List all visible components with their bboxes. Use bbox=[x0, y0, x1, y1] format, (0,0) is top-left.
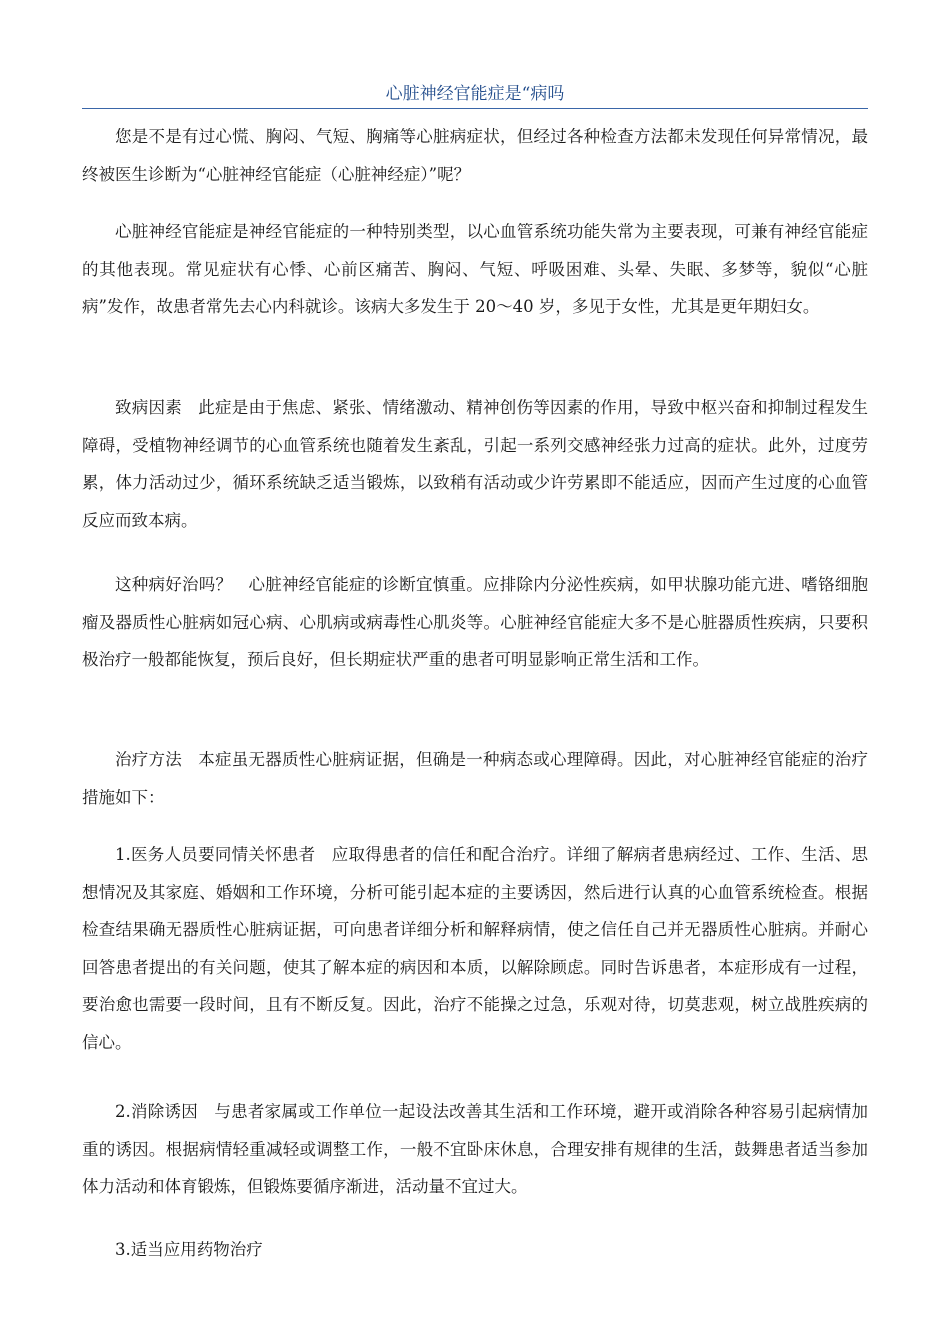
paragraph-intro bbox=[82, 118, 868, 193]
paragraph-item-3 bbox=[82, 1231, 868, 1269]
paragraph-text: 本症虽无器质性心脏病证据，但确是一种病态或心理障碍。因此，对心脏神经官能症的治疗措施如下： bbox=[82, 750, 868, 807]
paragraph-text: 心脏神经官能症是神经官能症的一种特别类型，以心血管系统功能失常为主要表现，可兼有神经官能症的其他表现。常见症状有心悸、心前区痛苦、胸闷、气短、呼吸困难、头晕、失眠、多梦等，貌似“心脏病”发作，故患者常先去心内科就诊。该病大多发生于 20～40 岁，多见于女性，尤其是更年期妇女。 bbox=[82, 222, 868, 316]
paragraph-text: 与患者家属或工作单位一起设法改善其生活和工作环境，避开或消除各种容易引起病情加重的诱因。根据病情轻重减轻或调整工作，一般不宜卧床休息，合理安排有规律的生活，鼓舞患者适当参加体力活动和体育锻炼，但锻炼要循序渐进，活动量不宜过大。 bbox=[82, 1102, 868, 1196]
paragraph-lead: 这种病好治吗？ bbox=[115, 575, 233, 594]
paragraph-lead: 治疗方法 bbox=[115, 750, 182, 769]
paragraph-prognosis bbox=[82, 566, 868, 679]
title-underline bbox=[82, 108, 868, 109]
paragraph-text: 应取得患者的信任和配合治疗。详细了解病者患病经过、工作、生活、思想情况及其家庭、婚姻和工作环境，分析可能引起本症的主要诱因，然后进行认真的心血管系统检查。根据检查结果确无器质性心脏病证据，可向患者详细分析和解释病情，使之信任自己并无器质性心脏病。并耐心回答患者提出的有关问题，使其了解本症的病因和本质，以解除顾虑。同时告诉患者，本症形成有一过程，要治愈也需要一段时间，且有不断反复。因此，治疗不能操之过急，乐观对待，切莫悲观，树立战胜疾病的信心。 bbox=[82, 845, 868, 1052]
paragraph-item-1 bbox=[82, 836, 868, 1061]
paragraph-lead: 2.消除诱因 bbox=[115, 1102, 199, 1121]
paragraph-lead: 致病因素 bbox=[115, 398, 182, 417]
paragraph-text: 心脏神经官能症的诊断宜慎重。应排除内分泌性疾病，如甲状腺功能亢进、嗜铬细胞瘤及器质性心脏病如冠心病、心肌病或病毒性心肌炎等。心脏神经官能症大多不是心脏器质性疾病，只要积极治疗一般都能恢复，预后良好，但长期症状严重的患者可明显影响正常生活和工作。 bbox=[82, 575, 868, 669]
page-title: 心脏神经官能症是“病吗 bbox=[385, 84, 565, 104]
paragraph-lead: 1.医务人员要同情关怀患者 bbox=[115, 845, 316, 864]
paragraph-treatment bbox=[82, 741, 868, 816]
paragraph-item-2 bbox=[82, 1093, 868, 1206]
paragraph-text: 您是不是有过心慌、胸闷、气短、胸痛等心脏病症状，但经过各种检查方法都未发现任何异常情况，最终被医生诊断为“心脏神经官能症（心脏神经症）”呢？ bbox=[82, 127, 868, 184]
paragraph-text: 3.适当应用药物治疗 bbox=[115, 1240, 263, 1259]
paragraph-text: 此症是由于焦虑、紧张、情绪激动、精神创伤等因素的作用，导致中枢兴奋和抑制过程发生障碍，受植物神经调节的心血管系统也随着发生紊乱，引起一系列交感神经张力过高的症状。此外，过度劳累，体力活动过少，循环系统缺乏适当锻炼，以致稍有活动或少许劳累即不能适应，因而产生过度的心血管反应而致本病。 bbox=[82, 398, 868, 530]
paragraph-definition bbox=[82, 213, 868, 326]
paragraph-causes bbox=[82, 389, 868, 539]
